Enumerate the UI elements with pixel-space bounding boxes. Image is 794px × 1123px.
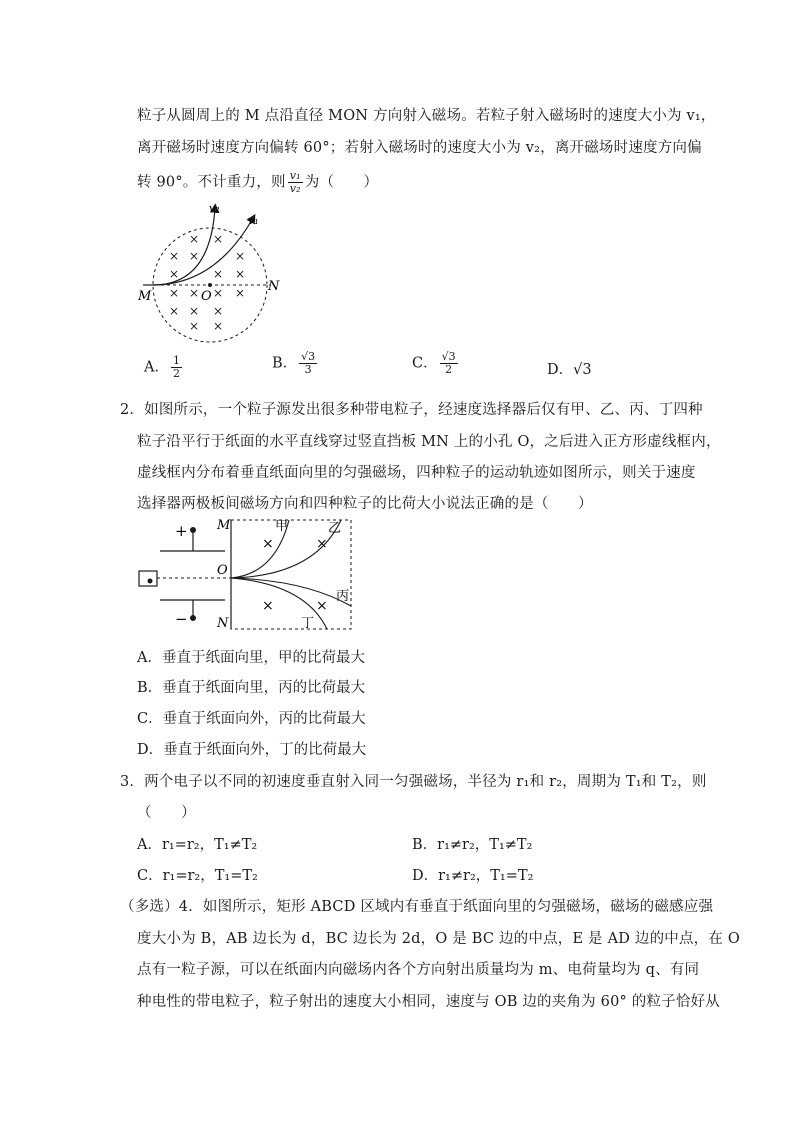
fraction-numerator: 1	[172, 354, 180, 367]
label-v2: v₂	[209, 202, 220, 215]
cross-mark: ×	[213, 319, 224, 333]
q3-option-c[interactable]: C．r₁=r₂，T₁=T₂	[137, 868, 258, 884]
cross-mark: ×	[262, 598, 274, 614]
q4-line-4: 种电性的带电粒子，粒子射出的速度大小相同，速度与 OB 边的夹角为 60° 的粒子恰好从	[137, 994, 720, 1010]
cross-mark: ×	[189, 249, 200, 263]
cross-mark: ×	[213, 267, 224, 281]
label-yi: 乙	[328, 521, 342, 536]
q2-figure	[135, 514, 355, 634]
label-jia: 甲	[275, 519, 289, 534]
fraction-denominator: 3	[304, 363, 312, 376]
q1-figure	[135, 196, 285, 346]
q3-line-1: 3．两个电子以不同的初速度垂直射入同一匀强磁场，半径为 r₁和 r₂，周期为 T₁和 T₂，则	[120, 774, 707, 790]
minus-sign: −	[175, 610, 188, 628]
magnetic-field-region	[231, 520, 351, 629]
q2-line-2: 粒子沿平行于纸面的水平直线穿过竖直挡板 MN 上的小孔 O，之后进入正方形虚线框内，	[137, 434, 721, 450]
q1-option-a[interactable]	[144, 355, 184, 380]
field-crosses	[262, 536, 328, 614]
fraction-denominator: 2	[172, 367, 180, 380]
q2-option-a[interactable]: A．垂直于纸面向里，甲的比荷最大	[137, 650, 365, 666]
option-letter: B．	[272, 355, 298, 372]
fraction-numerator: √3	[441, 350, 456, 363]
cross-mark: ×	[235, 286, 246, 300]
q1-line-3-start: 转 90°。不计重力，则	[137, 174, 286, 191]
q1-option-d[interactable]	[547, 358, 592, 379]
option-letter: A．	[144, 359, 169, 376]
upper-terminal	[190, 527, 196, 533]
cross-mark: ×	[189, 232, 200, 246]
label-N: N	[217, 616, 229, 631]
option-value: √3	[573, 362, 592, 378]
cross-mark: ×	[235, 267, 246, 281]
source-dot	[148, 579, 153, 584]
q4-line-1: （多选）4．如图所示，矩形 ABCD 区域内有垂直于纸面向里的匀强磁场，磁场的磁感应强	[120, 899, 714, 915]
cross-mark: ×	[169, 249, 180, 263]
cross-mark: ×	[189, 286, 200, 300]
particle-source	[139, 571, 157, 586]
label-N: N	[268, 279, 280, 294]
q1-option-b[interactable]	[272, 351, 319, 376]
option-letter: C．	[412, 355, 438, 372]
q3-option-d[interactable]: D．r₁≠r₂，T₁=T₂	[412, 868, 534, 884]
q2-option-c[interactable]: C．垂直于纸面向外，丙的比荷最大	[137, 711, 366, 727]
cross-mark: ×	[262, 536, 274, 552]
cross-mark: ×	[316, 598, 328, 614]
q2-line-4: 选择器两极板间磁场方向和四种粒子的比荷大小说法正确的是（ ）	[137, 496, 593, 512]
q3-line-2: （ ）	[137, 805, 196, 821]
q2-option-d[interactable]: D．垂直于纸面向外，丁的比荷最大	[137, 742, 367, 758]
q2-line-1: 2．如图所示，一个粒子源发出很多种带电粒子，经速度选择器后仅有甲、乙、丙、丁四种	[120, 402, 703, 418]
q1-ratio-fraction	[288, 170, 303, 195]
cross-mark: ×	[316, 536, 328, 552]
cross-mark: ×	[189, 319, 200, 333]
q1-line-3-end: 为（ ）	[304, 174, 379, 191]
cross-mark: ×	[189, 304, 200, 318]
plus-sign: +	[175, 522, 188, 540]
label-O: O	[217, 563, 228, 578]
q2-line-3: 虚线框内分布着垂直纸面向里的匀强磁场，四种粒子的运动轨迹如图所示，则关于速度	[137, 465, 696, 481]
q4-line-3: 点有一粒子源，可以在纸面内向磁场内各个方向射出质量均为 m、电荷量均为 q、有同	[137, 962, 700, 978]
cross-mark: ×	[169, 286, 180, 300]
label-M: M	[217, 518, 231, 533]
q1-line-2: 离开磁场时速度方向偏转 60°；若射入磁场时的速度大小为 v₂，离开磁场时速度方向偏	[137, 140, 702, 156]
trajectory-bing	[231, 578, 351, 606]
label-ding: 丁	[301, 616, 315, 631]
label-bing: 丙	[336, 589, 350, 604]
fraction-numerator: v₁	[289, 169, 301, 182]
label-O: O	[201, 289, 212, 304]
q3-option-a[interactable]: A．r₁=r₂，T₁≠T₂	[137, 837, 258, 853]
fraction-denominator: v₂	[289, 182, 301, 195]
cross-mark: ×	[213, 304, 224, 318]
q1-line-1: 粒子从圆周上的 M 点沿直径 MON 方向射入磁场。若粒子射入磁场时的速度大小为 v₁，	[137, 108, 716, 124]
label-M: M	[138, 289, 152, 304]
cross-mark: ×	[169, 267, 180, 281]
label-v1: v₁	[248, 214, 259, 227]
q3-option-b[interactable]: B．r₁≠r₂，T₁≠T₂	[412, 837, 533, 853]
q1-option-c[interactable]	[412, 351, 460, 376]
center-dot	[208, 283, 212, 287]
cross-mark: ×	[213, 232, 224, 246]
cross-mark: ×	[169, 304, 180, 318]
cross-mark: ×	[213, 286, 224, 300]
q2-option-b[interactable]: B．垂直于纸面向里，丙的比荷最大	[137, 680, 366, 696]
option-letter: D．	[547, 362, 574, 378]
q4-line-2: 度大小为 B，AB 边长为 d，BC 边长为 2d，O 是 BC 边的中点，E 是 AD 边的中点，在 O	[137, 931, 740, 947]
q1-line-3	[137, 170, 378, 195]
lower-terminal	[190, 615, 196, 621]
fraction-denominator: 2	[445, 363, 453, 376]
cross-mark: ×	[235, 249, 246, 263]
trajectory-v2	[153, 208, 215, 285]
fraction-numerator: √3	[301, 350, 316, 363]
